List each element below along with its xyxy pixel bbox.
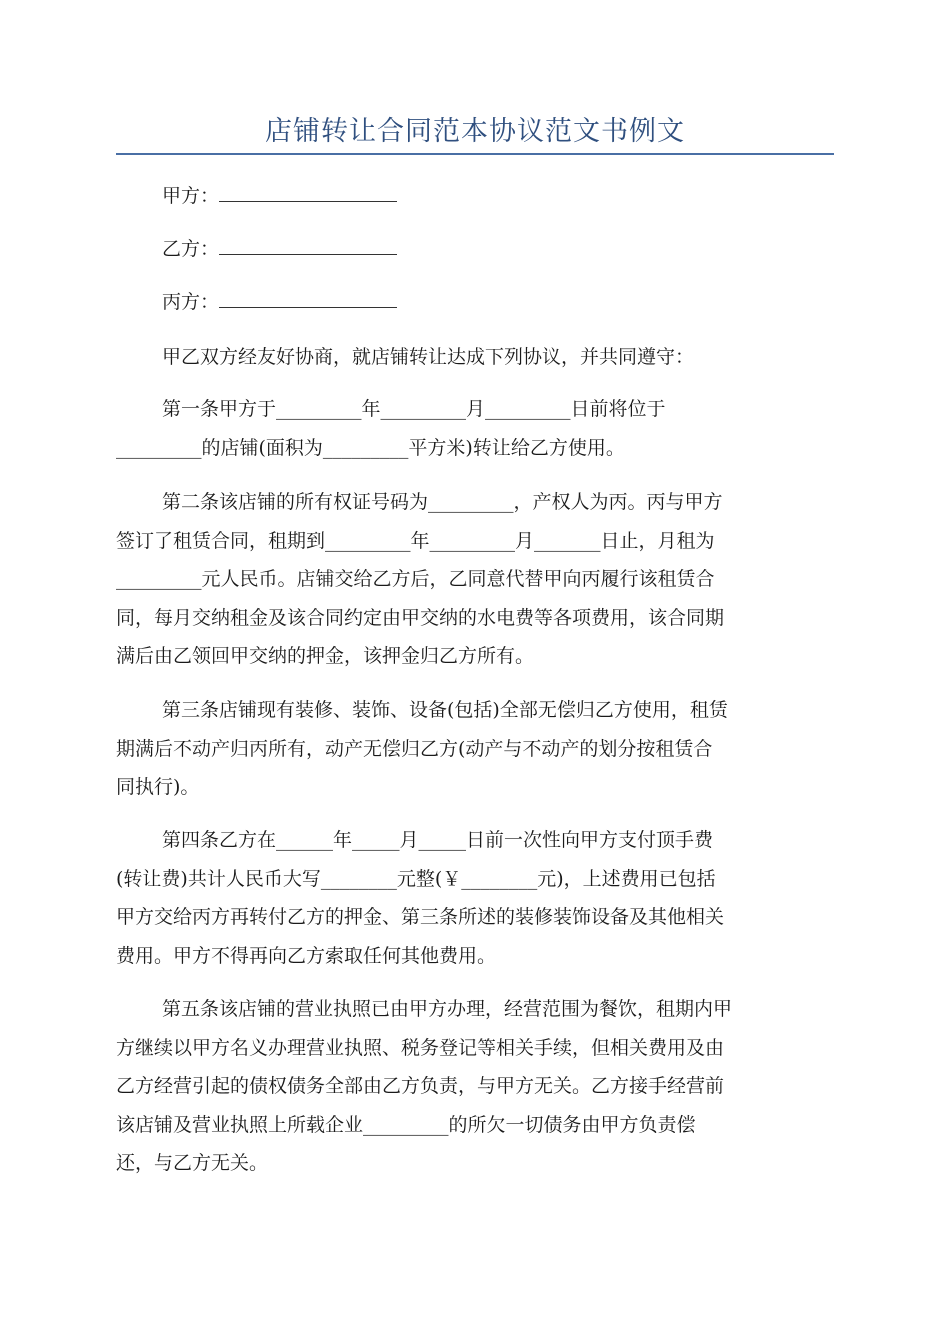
- document-title: 店铺转让合同范本协议范文书例文: [265, 116, 685, 147]
- article-2-paragraph: [116, 483, 836, 676]
- paragraph-line: (转让费)共计人民币大写________元整(￥________元)，上述费用已包括: [116, 867, 716, 890]
- paragraph-line: 签订了租赁合同，租期到_________年_________月_______日止，月租为: [116, 529, 715, 552]
- article-3-paragraph: [116, 691, 836, 807]
- party-c-blank[interactable]: [219, 289, 397, 308]
- paragraph-line: _________元人民币。店铺交给乙方后，乙同意代替甲向丙履行该租赁合: [116, 568, 715, 590]
- paragraph-line: 同执行)。: [116, 776, 200, 798]
- party-a-line: [162, 183, 397, 209]
- party-b-label: 乙方：: [162, 238, 220, 260]
- paragraph-line: 第五条该店铺的营业执照已由甲方办理，经营范围为餐饮，租期内甲: [162, 998, 733, 1020]
- paragraph-line: 第三条店铺现有装修、装饰、设备(包括)全部无偿归乙方使用，租赁: [162, 699, 728, 721]
- party-c-line: [162, 289, 397, 315]
- party-b-blank[interactable]: [219, 236, 397, 255]
- paragraph-line: 满后由乙领回甲交纳的押金，该押金归乙方所有。: [116, 645, 535, 667]
- party-b-line: [162, 236, 397, 262]
- party-a-blank[interactable]: [219, 183, 397, 202]
- paragraph-line: 第二条该店铺的所有权证号码为_________，产权人为丙。丙与甲方: [162, 491, 723, 513]
- title-underline: [116, 153, 834, 155]
- paragraph-line: _________的店铺(面积为_________平方米)转让给乙方使用。: [116, 436, 625, 459]
- paragraph-line: 同，每月交纳租金及该合同约定由甲交纳的水电费等各项费用，该合同期: [116, 606, 725, 629]
- party-a-label: 甲方：: [162, 185, 220, 207]
- paragraph-line: 期满后不动产归丙所有，动产无偿归乙方(动产与不动产的划分按租赁合: [116, 737, 713, 760]
- article-5-paragraph: [116, 990, 836, 1183]
- paragraph-line: 第一条甲方于_________年_________月_________日前将位于: [162, 398, 666, 420]
- paragraph-line: 费用。甲方不得再向乙方索取任何其他费用。: [116, 944, 497, 967]
- paragraph-line: 第四条乙方在______年_____月_____日前一次性向甲方支付顶手费: [162, 829, 714, 851]
- paragraph-line: 甲方交给丙方再转付乙方的押金、第三条所述的装修装饰设备及其他相关: [116, 906, 725, 928]
- paragraph-line: 还，与乙方无关。: [116, 1152, 269, 1174]
- article-4-paragraph: [116, 821, 836, 975]
- paragraph-line: 乙方经营引起的债权债务全部由乙方负责，与甲方无关。乙方接手经营前: [116, 1075, 725, 1097]
- paragraph-line: 方继续以甲方名义办理营业执照、税务登记等相关手续，但相关费用及由: [116, 1036, 725, 1059]
- party-c-label: 丙方：: [162, 291, 220, 313]
- article-1-paragraph: [116, 390, 836, 467]
- paragraph-line: 该店铺及营业执照上所载企业_________的所欠一切债务由甲方负责偿: [116, 1113, 696, 1136]
- paragraph-line: 甲乙双方经友好协商，就店铺转让达成下列协议，并共同遵守：: [162, 346, 695, 368]
- intro-paragraph: [116, 338, 836, 377]
